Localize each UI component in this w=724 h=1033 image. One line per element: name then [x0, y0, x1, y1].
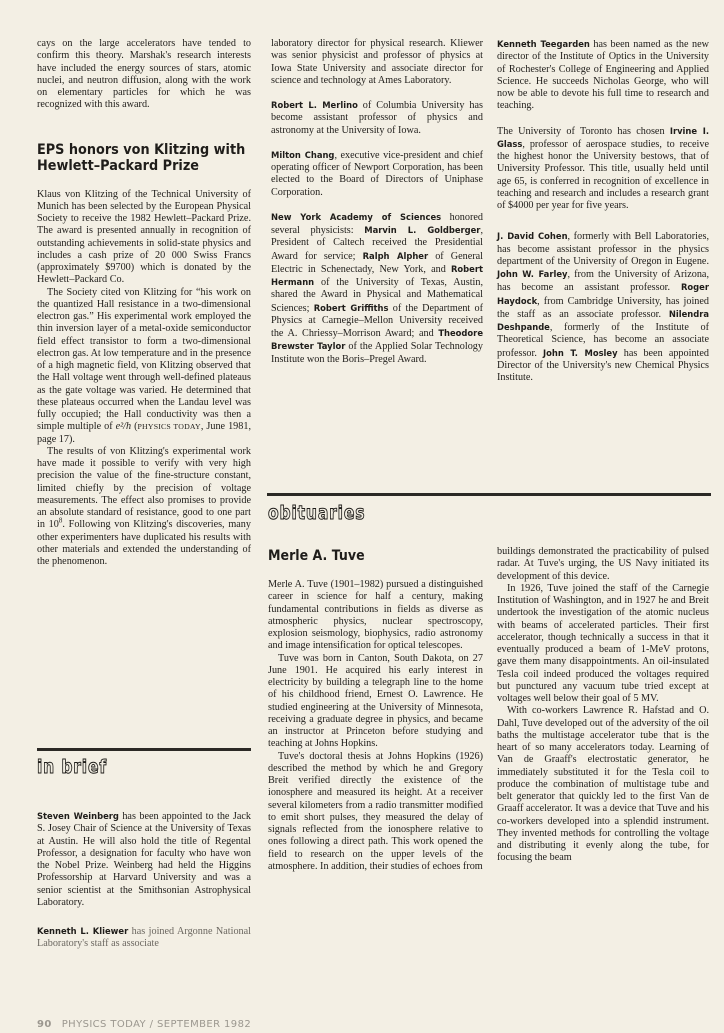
tuve-paragraph-3: Tuve's doctoral thesis at Johns Hopkins (1926) described the method by which he and Gregory Breit verified directly the existence of the ionosphere and measured its height. At a receiver several kilometers from a radio transmitter modified to emit short pulses, they measured the delay of signals reflected from the ionosphere relative to ones following a direct path. This work opened the field to research on the upper levels of the atmosphere. In addition, their studies of echoes from: [268, 750, 483, 872]
marshak-continuation: cays on the large accelerators have tended to confirm this theory. Marshak's research interests have included the energy sources of stars, atomic nuclei, and neutron diffusion, along with the work on elementary particles for which he was recognized with this award.: [37, 38, 251, 111]
obituary-column-left: [268, 546, 483, 873]
tuve-paragraph-6: With co-workers Lawrence R. Hafstad and O. Dahl, Tuve developed out of the adversity of the oil baths the multistage accelerator tube that is the heart of so many accelerators today. Learning of Van de Graaff's electrostatic generator, he immediately substituted it for the Tesla coil to produce the combination of multistage tube and belt generator that quickly led to the first Van de Graaff accelerator. It was a device that Tuve and his co-workers developed into a splendid instrument. They invented methods for controlling the voltage and distributing it evenly along the tube, for focusing the beam: [497, 705, 709, 864]
eps-paragraph-1: Klaus von Klitzing of the Technical University of Munich has been selected by the European Physical Society to receive the 1982 Hewlett–Packard Prize. The award is presented annually in recognition of outstanding achievements in solid-state physics and includes a cash prize of 20 000 Swiss Francs (approximately $9700) which is donated by the Hewlett–Packard Co.: [37, 188, 251, 286]
obituary-column-right: [497, 546, 709, 865]
eps-paragraph-3: The results of von Klitzing's experimental work have made it possible to verify with very high precision the value of the fine-structure constant, limited chiefly by the precision of voltage measurements. The effect also promises to provide an absolute standard of resistance, good to one part in $10^8$. Following von Klitzing's discoveries, many other experimenters have duplicated his results with other materials and extended the understanding of the phenomenon.: [37, 445, 251, 567]
in-brief-label: in brief: [37, 756, 107, 778]
kliewer-item: Kenneth L. Kliewer has joined Argonne National Laboratory's staff as associate: [37, 926, 251, 950]
column-2: [271, 38, 483, 366]
publication-line: PHYSICS TODAY / SEPTEMBER 1982: [61, 1019, 252, 1030]
tuve-paragraph-1: Merle A. Tuve (1901–1982) pursued a distinguished career in science for half a century, making fundamental contributions in fields as diverse as atmospheric physics, nuclear spectroscopy, explosion seismology, biophysics, radio astronomy and image intensification for optical telescopes.: [268, 579, 483, 652]
kliewer-continuation: laboratory director for physical research. Kliewer was senior physicist and professor of physics at Iowa State University and associate director for science and technology at Ames Laboratory.: [271, 38, 483, 86]
tuve-heading: Merle A. Tuve: [268, 548, 365, 564]
nyas-item: New York Academy of Sciences honored several physicists: Marvin L. Goldberger, President of Caltech received the Presidential Award for service; Ralph Alpher of General Electric in Schenectady, New York, and Robert Hermann of the University of Texas, Austin, shared the Award in Physical and Mathematical Sciences; Robert Griffiths of the Department of Physics at Carnegie–Mellon University received the A. Chriessy–Morrison Award; and Theodore Brewster Taylor of the Applied Solar Technology Institute won the Boris–Pregel Award.: [271, 211, 484, 365]
page-number: 90: [37, 1019, 52, 1030]
teegarden-item: Kenneth Teegarden has been named as the new director of the Institute of Optics in the University of Rochester's College of Engineering and Applied Science. He succeeds Nicholas George, who will now be able to devote his full time to research and teaching.: [497, 39, 709, 112]
page-footer: [37, 1019, 251, 1030]
tuve-paragraph-5: In 1926, Tuve joined the staff of the Carnegie Institution of Washington, and in 1927 he and Breit undertook the investigation of the atomic nucleus with beams of accelerated particles. Their first accelerator, though technically a success in that it eventually produced a beam of 1-MeV protons, gave them many disappointments. An oil-insulated Tesla coil indeed produced the voltages required but punctured any vacuum tube tried except at voltages well below their goal of 5 MV.: [497, 582, 709, 704]
tuve-paragraph-2: Tuve was born in Canton, South Dakota, on 27 June 1901. He acquired his early interest in electricity by building a telegraph line to the home of his childhood friend, Ernest O. Lawrence. He studied engineering at the University of Minnesota, receiving a graduate degree in physics, and became an instructor at Princeton before studying and teaching at Johns Hopkins.: [268, 652, 483, 750]
hall-formula: e²/h: [115, 421, 132, 433]
physics-today-reference: PHYSICS TODAY: [137, 422, 201, 432]
tuve-paragraph-4: buildings demonstrated the practicability of pulsed radar. At Tuve's urging, the US Navy initiated its development of this device.: [497, 546, 709, 582]
eps-article-heading: EPS honors von Klitzing with Hewlett–Packard Prize: [37, 140, 246, 174]
eps-paragraph-2: The Society cited von Klitzing for “his work on the quantized Hall resistance in a two-dimensional electron gas.” His experimental work employed the thin inversion layer of a metal-oxide semiconductor field effect transistor to form a two-dimensional electron gas. At low temperature and in the presence of a high magnetic field, von Klitzing observed that the Hall voltage went through well-defined plateaus as the gate voltage was varied. He determined that these plateaus occurred when the Landau level was fully occupied; the Hall conductivity was then a simple multiple of e²/h (PHYSICS TODAY, June 1981, page 17).: [37, 286, 251, 445]
column-1: [37, 38, 251, 568]
column-1-in-brief: [37, 810, 251, 951]
oregon-item: J. David Cohen, formerly with Bell Laboratories, has become assistant professor in the physics department of the University of Oregon in Eugene. John W. Farley, from the University of Arizona, has become an assistant professor. Roger Haydock, from Cambridge University, has joined the staff as an associate professor. Nilendra Deshpande, formerly of the Institute of Theoretical Science, has become an associate professor. John T. Mosley has been appointed Director of the University's new Chemical Physics Institute.: [497, 231, 709, 383]
obituaries-rule: [267, 493, 711, 496]
weinberg-item: Steven Weinberg has been appointed to the Jack S. Josey Chair of Science at the University of Texas at Austin. He will also hold the title of Regental Professor, a designation for faculty who have won the Nobel Prize. Weinberg had held the Higgins Professorship at Harvard University and was a senior scientist at the Smithsonian Astrophysical Laboratory.: [37, 811, 251, 908]
merlino-item: Robert L. Merlino of Columbia University has become assistant professor of physics and astronomy at the University of Iowa.: [271, 100, 483, 136]
in-brief-rule: [37, 748, 251, 751]
column-3: [497, 38, 709, 384]
glass-item: The University of Toronto has chosen Irvine I. Glass, professor of aerospace studies, to receive the highest honor the University bestows, that of University Professor. This title, usually held until age 65, is conferred in recognition of excellence in teaching and research and includes a research grant of $4000 per year for five years.: [497, 125, 709, 211]
obituaries-label: obituaries: [268, 502, 366, 524]
chang-item: Milton Chang, executive vice-president and chief operating officer of Newport Corporation, has been elected to the Board of Directors of Uniphase Corporation.: [271, 149, 483, 198]
